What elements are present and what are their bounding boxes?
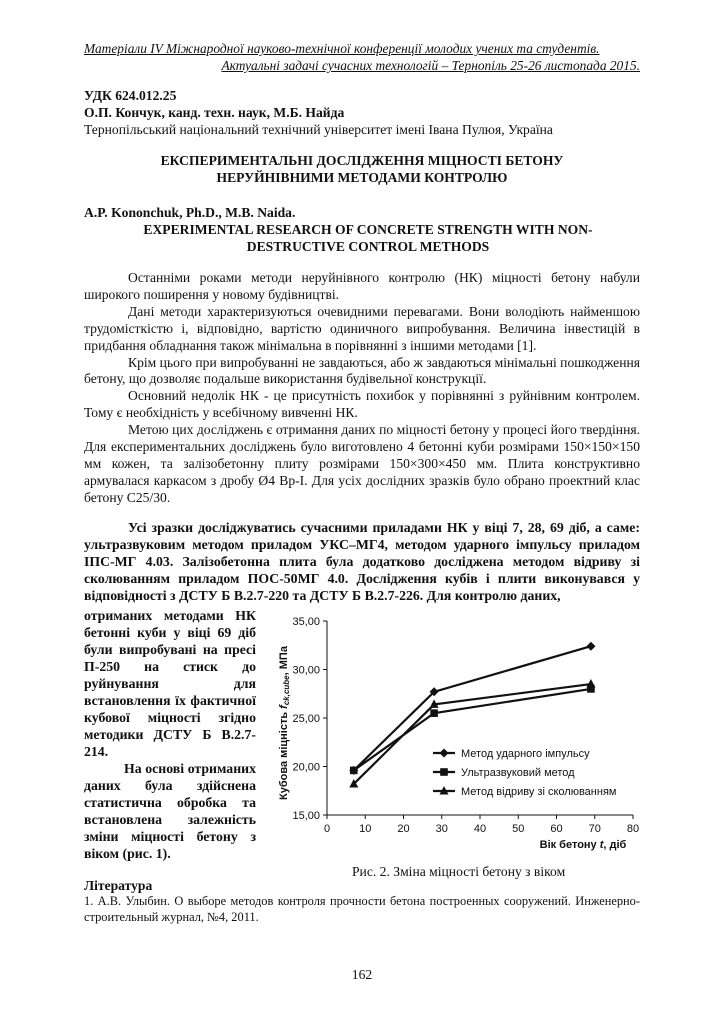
data-point-square — [430, 709, 438, 717]
x-axis-label-suffix: , діб — [603, 839, 627, 851]
data-point-square — [350, 767, 358, 775]
references-heading: Література — [84, 878, 153, 893]
paragraph: Основний недолік НК - це присутність похибок у порівнянні з руйнівним контролем. Тому є необхідність у всебічному вивченні НК. — [84, 388, 640, 421]
chart-svg — [265, 603, 645, 853]
reference-item: 1. А.В. Улыбин. О выборе методов контроля прочности бетона построенных сооружений. Инженерно-строительный журнал, №4, 2011. — [84, 894, 640, 924]
data-point-diamond — [586, 642, 595, 651]
authors-ua: О.П. Кончук, канд. техн. наук, М.Б. Найда — [84, 105, 345, 120]
left-col-paragraph-2: На основі отриманих даних була здійснена статистична обробка та встановлена залежність зміни міцності бетону з віком (рис. 1). — [84, 761, 256, 861]
y-tick-label: 15,00 — [292, 810, 320, 822]
title-ua — [84, 152, 640, 186]
conference-header-line1: Матеріали IV Міжнародної науково-технічної конференції молодих учених та студентів. — [84, 41, 600, 56]
y-tick-label: 25,00 — [292, 713, 320, 725]
y-axis-label-suffix: , МПа — [278, 646, 290, 676]
legend-marker-square — [440, 768, 448, 776]
x-tick-label: 50 — [512, 823, 525, 835]
y-axis-label — [278, 645, 291, 800]
affiliation: Тернопільський національний технічний університет імені Івана Пулюя, Україна — [84, 122, 553, 137]
paragraph: Останніми роками методи неруйнівного контролю (НК) міцності бетону набули широкого поширення у новому будівництві. — [84, 270, 640, 302]
x-axis-label-prefix: Вік бетону — [539, 839, 600, 851]
x-axis-label-var: t — [599, 839, 604, 851]
strength-chart — [265, 603, 645, 853]
conference-header-line2: Актуальні задачі сучасних технологій – Тернопіль 25-26 листопада 2015. — [221, 58, 640, 73]
x-tick-label: 60 — [550, 823, 563, 835]
title-en — [118, 221, 618, 255]
title-en-line2: DESTRUCTIVE CONTROL METHODS — [246, 239, 490, 254]
x-axis-label — [540, 839, 627, 851]
y-axis-label-var: f — [278, 705, 290, 709]
figure-caption: Рис. 2. Зміна міцності бетону з віком — [352, 864, 566, 879]
x-tick-label: 20 — [397, 823, 410, 835]
x-tick-label: 10 — [359, 823, 372, 835]
y-axis-label-prefix: Кубова міцність — [278, 708, 290, 800]
x-tick-label: 0 — [323, 823, 331, 835]
udc-code: УДК 624.012.25 — [84, 88, 177, 103]
left-col-paragraph-1: отриманих методами НК бетонні куби у віці 69 діб були випробувані на пресі П-250 на стиск до руйнування для встановлення їх фактичної кубової міцності згідно методики ДСТУ Б В.2.7-214. — [84, 608, 256, 759]
paragraph: Дані методи характеризуються очевидними перевагами. Вони володіють найменшою трудомісткістю і, відповідно, вартістю одиничного випробування. Величина інвестицій в придбання обладнання також мінімальна в порівнянні з іншими методами [1]. — [84, 303, 640, 353]
legend-entry: Ультразвуковий метод — [461, 767, 575, 779]
y-axis-label-sub: ck,cube — [282, 675, 291, 706]
legend-entry: Метод відриву зі сколюванням — [461, 786, 617, 798]
x-tick-label: 30 — [435, 823, 448, 835]
legend-marker-diamond — [440, 749, 449, 758]
x-tick-label: 80 — [626, 823, 640, 835]
authors-en: A.P. Kononchuk, Ph.D., M.B. Naida. — [84, 205, 296, 220]
left-column-text — [84, 607, 256, 862]
y-tick-label: 35,00 — [292, 616, 320, 628]
paragraph: Крім цього при випробуванні не завдаються, або ж завдаються мінімальні пошкодження бетону, що дозволяє подальше використання будівельної конструкції. — [84, 354, 640, 387]
bold-paragraph: Усі зразки досліджуватись сучасними приладами НК у віці 7, 28, 69 діб, а саме: ультразвуковим методом приладом УКС–МГ4, методом ударного імпульсу приладом ІПС-МГ 4.03. Залізобетонна плита була додатково досліджена методом відриву зі сколюванням приладом ПОС-50МГ 4.0. Дослідження кубів і плити виконувався у відповідності з ДСТУ Б В.2.7-220 та ДСТУ Б В.2.7-226. Для контролю даних, — [84, 520, 640, 603]
data-point-triangle — [586, 679, 595, 688]
x-tick-label: 70 — [588, 823, 601, 835]
title-ua-line1: ЕКСПЕРИМЕНТАЛЬНІ ДОСЛІДЖЕННЯ МІЦНОСТІ БЕТОНУ — [160, 153, 564, 168]
title-en-line1: EXPERIMENTAL RESEARCH OF CONCRETE STRENGTH WITH NON- — [143, 222, 593, 237]
y-tick-label: 30,00 — [292, 664, 320, 677]
y-tick-label: 20,00 — [292, 761, 320, 774]
body-text — [84, 270, 640, 507]
page-number: 162 — [351, 967, 373, 982]
paragraph: Метою цих досліджень є отримання даних по міцності бетону у процесі його твердіння. Для експериментальних досліджень було виготовлено 4 бетонні куби розмірами 150×150×150 мм кожен, та залізобетонну плиту розмірами 150×300×450 мм. Плита конструктивно армувалася каркасом з дробу Ø4 Вр-І. Для усіх дослідних зразків було обрано проектний клас бетону С25/30. — [84, 422, 640, 505]
x-tick-label: 40 — [473, 823, 487, 835]
legend-entry: Метод ударного імпульсу — [461, 748, 590, 760]
title-ua-line2: НЕРУЙНІВНИМИ МЕТОДАМИ КОНТРОЛЮ — [216, 170, 508, 185]
